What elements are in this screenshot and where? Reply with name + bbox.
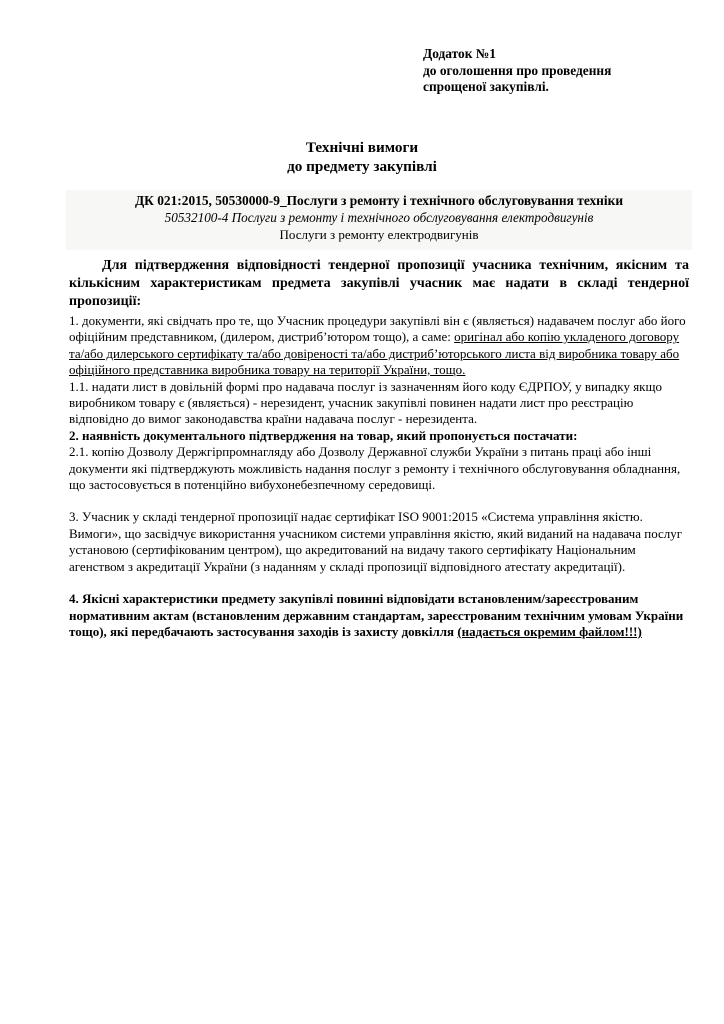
annex-line-3: спрощеної закупівлі.: [423, 79, 549, 94]
annex-line-1: Додаток №1: [423, 46, 496, 61]
requirement-1-text: 1. документи, які свідчать про те, що Учасник процедури закупівлі він є (являється) надавачем послуг або його офіційним представником, (дилером, дистриб’ютором тощо), а саме:: [69, 313, 686, 345]
title-line-2: до предмету закупівлі: [287, 157, 437, 175]
dk-code-line: ДК 021:2015, 50530000-9_Послуги з ремонту і технічного обслуговування техніки: [134, 193, 624, 208]
requirement-2-1: 2.1. копію Дозволу Держгірпромнагляду або Дозволу Державної служби України з питань праці або інші документи які підтверджують можливість надання послуг з ремонту і технічного обслуговування обладнання, що застосовується в потенційно вибухонебезпечному середовищі.: [69, 444, 681, 493]
title-line-1: Технічні вимоги: [305, 139, 419, 156]
annex-line-2: до оголошення про проведення: [423, 62, 612, 78]
intro-paragraph: Для підтвердження відповідності тендерної пропозиції учасника технічним, якісним та кількісним характеристикам предмета закупівлі учасник має надати в складі тендерної пропозиції:: [69, 258, 689, 309]
requirement-3: 3. Учасник у складі тендерної пропозиції надає сертифікат ISO 9001:2015 «Система управління якістю. Вимоги», що засвідчує використання учасником системи управління якістю, який виданий на надавача послуг установою (сертифікованим центром), що акредитований на видачу такого сертифікату Національним агенством з акредитації України (з наданням у складі пропозиції відповідного атестату акредитації).: [69, 509, 683, 574]
annex-block: [423, 46, 611, 96]
requirement-4: [69, 591, 689, 640]
page-title: [0, 139, 724, 176]
dk-subcode-line: 50532100-4 Послуги з ремонту і технічного обслуговування електродвигунів: [164, 210, 594, 225]
requirement-4-note: (надається окремим файлом!!!): [457, 623, 642, 639]
dk-service-line: Послуги з ремонту електродвигунів: [279, 227, 479, 242]
requirement-2-heading: 2. наявність документального підтвердження на товар, який пропонується постачати:: [69, 427, 578, 443]
requirements-body: [69, 313, 689, 640]
requirement-1-documents: оригінал або копію укладеного договору та/або дилерського сертифікату та/або довіреності та/або дистриб’юторського листа від виробника товару або офіційного представника виробника товару на території України, тощо.: [69, 329, 680, 378]
requirement-1: [69, 313, 689, 379]
requirement-1-1: 1.1. надати лист в довільній формі про надавача послуг із зазначенням його коду ЄДРПОУ, у випадку якщо виробником товару є (являється) - нерезидент, учасник закупівлі повинен надати лист про реєстрацію відповідно до вимог законодавства країни надавача послуг - нерезидента.: [69, 378, 662, 427]
requirement-4-text: 4. Якісні характеристики предмету закупівлі повинні відповідати встановленим/зареєстрованим нормативним актам (встановленим державним стандартам, зареєстрованим технічним умовам України тощо), які передбачають застосування заходів із захисту довкілля: [69, 591, 684, 639]
